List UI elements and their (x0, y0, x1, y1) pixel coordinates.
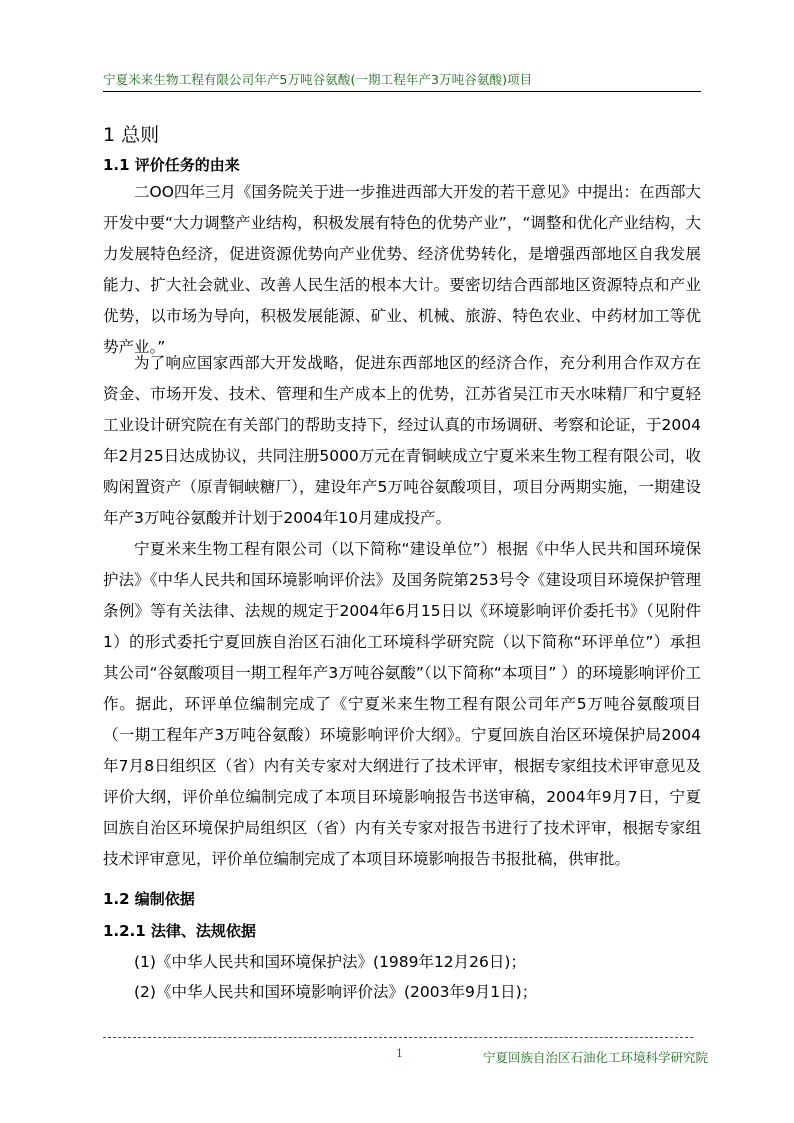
header-title: 宁夏米来生物工程有限公司年产5万吨谷氨酸(一期工程年产3万吨谷氨酸)项目 (103, 72, 533, 87)
subsection-heading-1-2: 1.2 编制依据 (103, 890, 195, 908)
footer-organization: 宁夏回族自治区石油化工环境科学研究院 (483, 1050, 709, 1065)
reference-item-1: (1)《中华人民共和国环境保护法》(1989年12月26日)； (134, 953, 526, 971)
section-heading: 1 总则 (103, 124, 160, 146)
page-number: 1 (396, 1047, 403, 1060)
subsection-heading-1-1: 1.1 评价任务的由来 (103, 156, 240, 174)
header-divider (103, 91, 701, 92)
paragraph-1: 二OO四年三月《国务院关于进一步推进西部大开发的若干意见》中提出：在西部大开发中要“大力调整产业结构，积极发展有特色的优势产业”，“调整和优化产业结构，大力发展特色经济，促进资源优势向产业优势、经济优势转化，是增强西部地区自我发展能力、扩大社会就业、改善人民生活的根本大计。要密切结合西部地区资源特点和产业优势，以市场为导向，积极发展能源、矿业、机械、旅游、特色农业、中药材加工等优势产业。” (103, 183, 701, 356)
paragraph-3: 宁夏米来生物工程有限公司（以下简称“建设单位”）根据《中华人民共和国环境保护法》《中华人民共和国环境影响评价法》及国务院第253号令《建设项目环境保护管理条例》等有关法律、法规的规定于2004年6月15日以《环境影响评价委托书》（见附件1）的形式委托宁夏回族自治区石油化工环境科学研究院（以下简称“环评单位”）承担其公司“谷氨酸项目一期工程年产3万吨谷氨酸”（以下简称“本项目” ）的环境影响评价工作。据此，环评单位编制完成了《宁夏米来生物工程有限公司年产5万吨谷氨酸项目（一期工程年产3万吨谷氨酸）环境影响评价大纲》。宁夏回族自治区环境保护局2004年7月8日组织区（省）内有关专家对大纲进行了技术评审，根据专家组技术评审意见及评价大纲，评价单位编制完成了本项目环境影响报告书送审稿，2004年9月7日，宁夏回族自治区环境保护局组织区（省）内有关专家对报告书进行了技术评审，根据专家组技术评审意见，评价单位编制完成了本项目环境影响报告书报批稿，供审批。 (103, 540, 701, 868)
subsection-heading-1-2-1: 1.2.1 法律、法规依据 (103, 922, 256, 940)
paragraph-2: 为了响应国家西部大开发战略，促进东西部地区的经济合作，充分利用合作双方在资金、市场开发、技术、管理和生产成本上的优势，江苏省吴江市天水味精厂和宁夏轻工业设计研究院在有关部门的帮助支持下，经过认真的市场调研、考察和论证，于2004年2月25日达成协议，共同注册5000万元在青铜峡成立宁夏米来生物工程有限公司，收购闲置资产（原青铜峡糖厂），建设年产5万吨谷氨酸项目，项目分两期实施，一期建设年产3万吨谷氨酸并计划于2004年10月建成投产。 (103, 354, 701, 527)
footer-divider (103, 1037, 693, 1038)
reference-item-2: (2)《中华人民共和国环境影响评价法》(2003年9月1日)； (134, 983, 538, 1001)
